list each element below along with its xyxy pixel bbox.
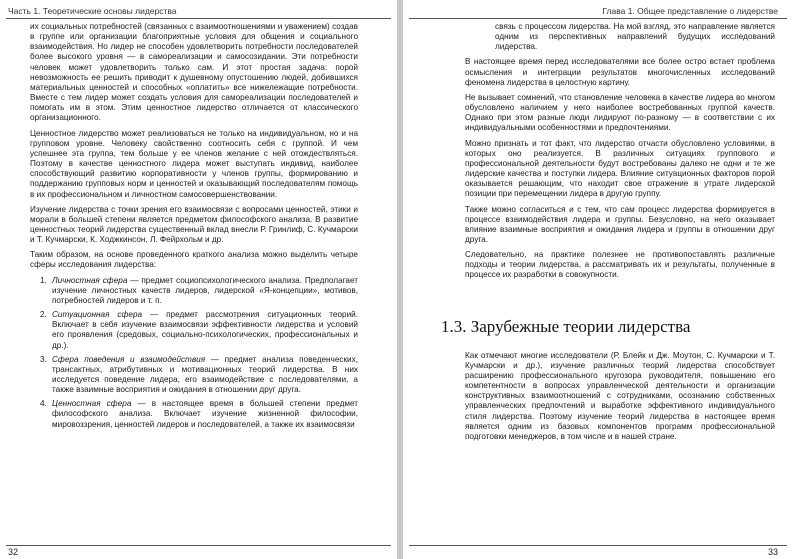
list-item: 3. Сфера поведения и взаимодействия — предмет анализа поведенческих, трансактных, атрибутивных и мотивационных теорий лидерства. В них исследуется поведение лидера, его взаимодействие с последователями, а также взаимные восприятия и ожидания в отношении друг друга. (40, 354, 358, 395)
section-title: 1.3. Зарубежные теории лидерства (441, 316, 691, 336)
header-rule (6, 18, 391, 19)
paragraph: Следовательно, на практике полезнее не противопоставлять различные подходы и теории лидерства, а рассматривать их и результаты, полученные в процессе их разработки в совокупности. (465, 250, 775, 280)
page-number-left: 32 (8, 547, 19, 557)
list-item: 1. Личностная сфера — предмет социопсихологического анализа. Предполагает изучение личностных качеств лидеров, лидерской «Я-концепции», мотивов, потребностей лидеров и т. п. (40, 275, 358, 305)
page-number-right: 33 (767, 547, 778, 557)
footer-rule (409, 545, 787, 546)
paragraph: Ценностное лидерство может реализоваться не только на индивидуальном, но и на групповом уровне. Человеку свойственно соотносить себя с группой. И чем успешнее эта группа, тем больше у ее членов желание с ней отождествляться. Поэтому в качестве ценностного лидера может выступать индивид, наиболее способствующий развитию корпоративности у членов группы, формированию и поддержанию групповых норм и ценностей и оказывающий последователям помощь в их профессиональном и личностном самосовершенствовании. (30, 128, 358, 199)
paragraph: Как отмечают многие исследователи (Р. Блейк и Дж. Моутон, С. Кучмарски и Т. Кучмарски и др.), изучение различных теорий лидерства способствует расширению профессионального кругозора руководителя, повышению его компетентности в вопросах управленческой деятельности и организации конструктивных взаимоотношений с сотрудниками, осознанию собственных управленческих предпочтений и выработке эффективного индивидуального стиля лидерства. Поэтому изучение теорий лидерства в настоящее время является одним из базовых компонентов программ профессиональной подготовки менеджеров, в том числе и в нашей стране. (465, 350, 775, 441)
right-page (403, 0, 800, 559)
paragraph: В настоящее время перед исследователями все более остро встает проблема осмысления и интеграции результатов многочисленных исследований феномена лидерства в целостную картину. (465, 57, 775, 87)
header-rule (409, 18, 787, 19)
footer-rule (6, 545, 391, 546)
list-item: 4. Ценностная сфера — в настоящее время в большей степени предмет философского анализа. Включает изучение жизненной философии, мировоззрения, ценностей лидеров и последователей, а также их взаимосвязи (40, 399, 359, 429)
left-page-body (30, 22, 358, 434)
right-page-body (441, 22, 775, 447)
running-head-left: Часть 1. Теоретические основы лидерства (8, 6, 177, 16)
list-item: 2. Ситуационная сфера — предмет рассмотрения ситуационных теорий. Включает в себя изучение взаимосвязи эффективности лидерства и условий его проявления (средовых, социально-психологических, профессиональных и др.). (40, 310, 358, 350)
paragraph: Изучение лидерства с точки зрения его взаимосвязи с вопросами ценностей, этики и морали в большей степени является предметом философского анализа. В развитие ценностных теорий лидерства существенный вклад внесли Р. Гринлиф, С. Кучмарски и Т. Кучмарски, К. Ходжкинсон, Л. Фейрхольм и др. (30, 204, 358, 245)
running-head-right: Глава 1. Общее представление о лидерстве (602, 6, 778, 16)
paragraph: Таким образом, на основе проведенного краткого анализа можно выделить четыре сферы исследования лидерства: (30, 250, 358, 270)
paragraph-continued: связь с процессом лидерства. На мой взгляд, это направление является одним из перспективных направлений будущих исследований лидерства. (495, 22, 775, 52)
paragraph: Также можно согласиться и с тем, что сам процесс лидерства формируется в процессе взаимодействия лидера и группы. Безусловно, на него оказывает влияние взаимные восприятия и ожидания лидера и группы в отношении друг друга. (465, 204, 775, 244)
spheres-list (30, 276, 358, 430)
paragraph: Можно признать и тот факт, что лидерство отчасти обусловлено условиями, в которых оно реализуется. В различных ситуациях группового и профессиональной деятельности будут востребованы далеко не одни и те же лидерские качества и поступки лидера. Влияние ситуационных факторов порой оказывается решающим, что находит свое отражение в утрате лидерской позиции при перемещении лидера в другую группу. (465, 138, 775, 199)
paragraph: их социальных потребностей (связанных с взаимоотношениями и уважением) создав в группе или организации благоприятные условия для общения и социального взаимодействия. Но лидер не способен удовлетворить потребности последователей более высокого уровня — в самореализации и самосозидании. Эти потребности человек может удовлетворить только сам. И этот простая задача: порой невозможность ее решить приводит к душевному опустошению людей, добившихся материальных ценностей и способных «оплатить» все нижележащие потребности. Вместе с тем лидер может создать условия для самореализации последователей и помогать им в этом. Этим ценностное лидерство отличается от классического организационного. (30, 22, 358, 123)
left-page (0, 0, 397, 559)
paragraph: Не вызывает сомнений, что становление человека в качестве лидера во многом обусловлено наличием у него наиболее востребованных группой качеств. Однако при этом разные люди лидируют по-разному — в соответствии с их индивидуальными особенностями и предпочтениями. (465, 92, 775, 133)
